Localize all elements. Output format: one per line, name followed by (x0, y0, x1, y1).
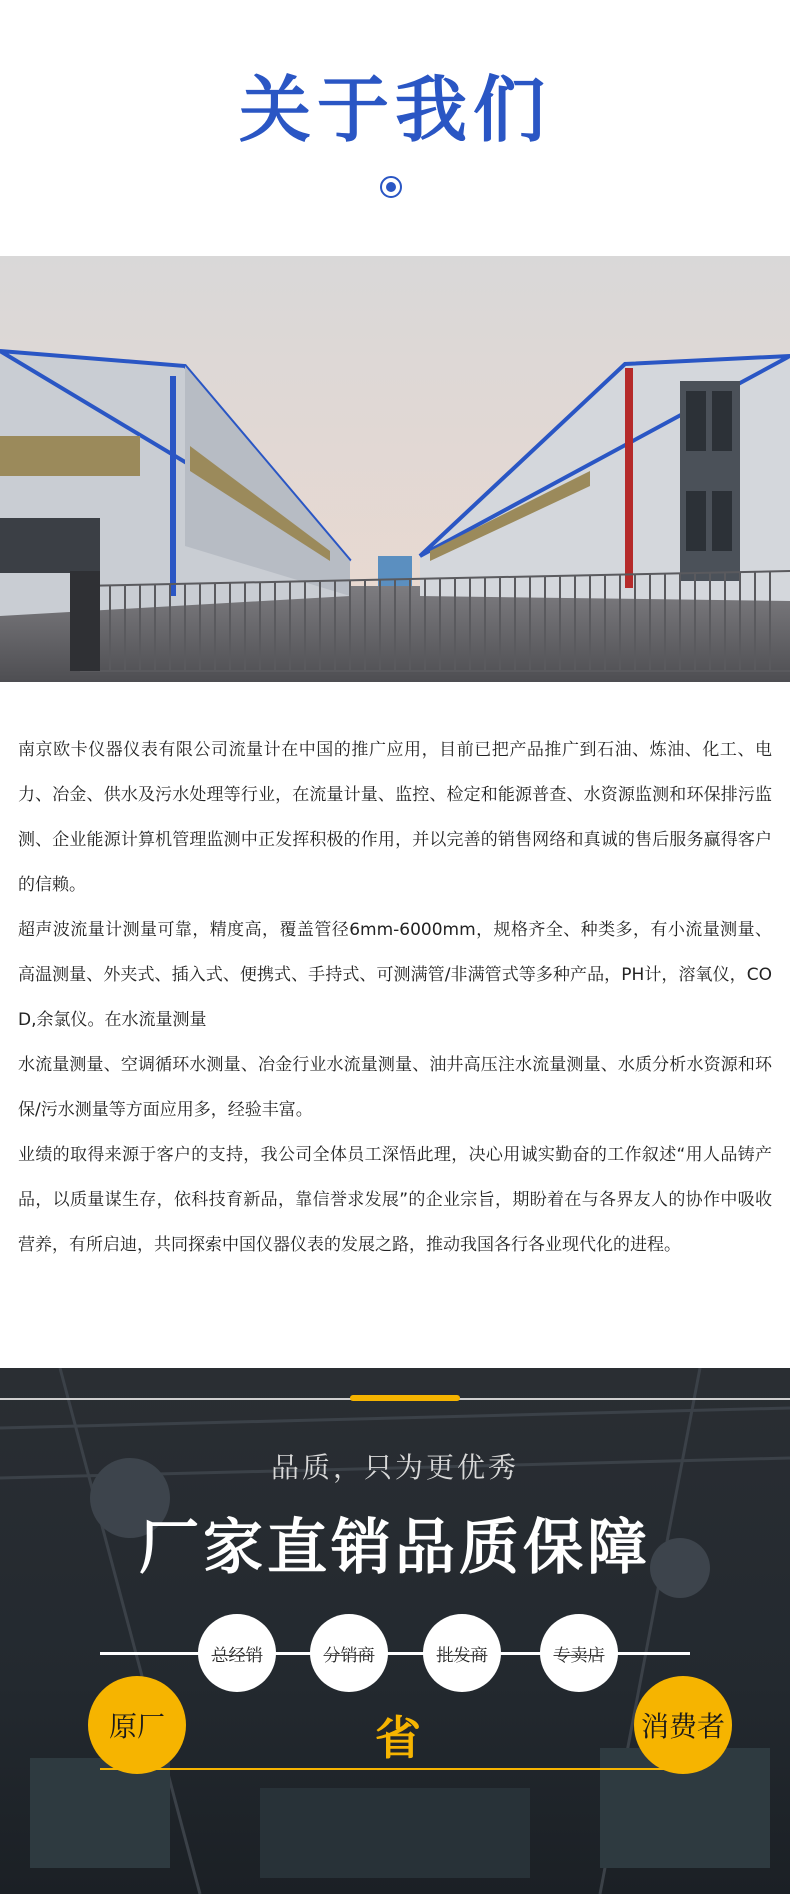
about-paragraph-1: 南京欧卡仪器仪表有限公司流量计在中国的推广应用，目前已把产品推广到石油、炼油、化工、电力、冶金、供水及污水处理等行业，在流量计量、监控、检定和能源普查、水资源监测和环保排污监测、企业能源计算机管理监测中正发挥积极的作用，并以完善的销售网络和真诚的售后服务赢得客户的信赖。 (18, 740, 772, 895)
factory-photo-icon (0, 256, 790, 682)
title-section (0, 0, 790, 256)
page-title: 关于我们 (238, 68, 551, 152)
about-paragraph-3: 水流量测量、空调循环水测量、冶金行业水流量测量、油井高压注水流量测量、水质分析水资源和环保/污水测量等方面应用多，经验丰富。 (18, 1055, 772, 1120)
middleman-node: 批发商 (423, 1614, 501, 1692)
promo-banner (0, 1368, 790, 1894)
radio-dot-icon (380, 176, 402, 198)
accent-bar (350, 1395, 460, 1401)
about-paragraph-2: 超声波流量计测量可靠，精度高，覆盖管径6mm-6000mm，规格齐全、种类多，有小流量测量、高温测量、外夹式、插入式、便携式、手持式、可测满管/非满管式等多种产品，PH计，溶氧仪，COD,余氯仪。在水流量测量 (18, 920, 772, 1030)
direct-sales-line (100, 1768, 690, 1770)
middleman-node: 分销商 (310, 1614, 388, 1692)
about-paragraph-4: 业绩的取得来源于客户的支持，我公司全体员工深悟此理，决心用诚实勤奋的工作叙述“用人品铸产品，以质量谋生存，依科技育新品，靠信誉求发展”的企业宗旨，期盼着在与各界友人的协作中吸收营养，有所启迪，共同探索中国仪器仪表的发展之路，推动我国各行各业现代化的进程。 (18, 1145, 772, 1255)
promo-slogan: 品质，只为更优秀 (270, 1451, 519, 1484)
save-label: 省 (375, 1711, 421, 1765)
promo-title: 厂家直销品质保障 (139, 1513, 651, 1583)
consumer-node: 消费者 (634, 1676, 732, 1774)
factory-photo (0, 256, 790, 682)
middleman-node: 总经销 (198, 1614, 276, 1692)
origin-factory-node: 原厂 (88, 1676, 186, 1774)
middleman-node: 专卖店 (540, 1614, 618, 1692)
about-text (18, 728, 772, 1268)
